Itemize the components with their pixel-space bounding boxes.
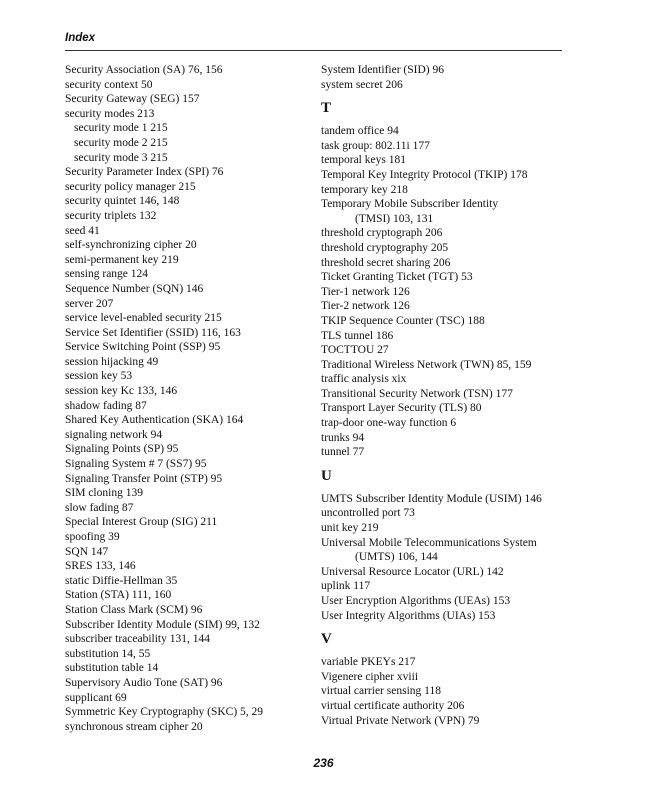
index-entry: session key Kc 133, 146 (65, 385, 178, 398)
index-entry: virtual carrier sensing 118 (321, 685, 441, 698)
index-entry-continuation: (TMSI) 103, 131 (355, 212, 434, 225)
index-entry: synchronous stream cipher 20 (65, 720, 203, 733)
index-entry: Ticket Granting Ticket (TGT) 53 (321, 271, 473, 284)
index-entry: sensing range 124 (65, 268, 149, 281)
index-entry: Supervisory Audio Tone (SAT) 96 (65, 676, 223, 689)
index-entry: system secret 206 (321, 78, 403, 91)
index-entry: uncontrolled port 73 (321, 507, 415, 520)
index-entry: substitution 14, 55 (65, 647, 151, 660)
index-entry: Transitional Security Network (TSN) 177 (321, 387, 513, 400)
index-entry: security policy manager 215 (65, 180, 196, 193)
index-entry: supplicant 69 (65, 691, 127, 704)
index-entry: threshold cryptography 205 (321, 241, 449, 254)
index-entry: tunnel 77 (321, 446, 365, 459)
header-rule (65, 50, 562, 51)
index-entry: Signaling Points (SP) 95 (65, 443, 179, 456)
index-entry: session key 53 (65, 370, 133, 383)
index-entry: task group: 802.11i 177 (321, 139, 430, 152)
index-entry: session hijacking 49 (65, 355, 159, 368)
index-entry-continuation: (UMTS) 106, 144 (355, 551, 438, 564)
index-entry: Sequence Number (SQN) 146 (65, 282, 204, 295)
index-entry: Tier-1 network 126 (321, 285, 410, 298)
index-entry: threshold cryptograph 206 (321, 227, 443, 240)
index-subentry: security mode 3 215 (74, 151, 168, 164)
index-entry: subscriber traceability 131, 144 (65, 633, 210, 646)
index-entry: unit key 219 (321, 522, 379, 535)
index-entry: shadow fading 87 (65, 399, 147, 412)
index-entry: Service Set Identifier (SSID) 116, 163 (65, 326, 241, 339)
running-head: Index (65, 32, 96, 44)
index-entry: System Identifier (SID) 96 (321, 64, 444, 76)
index-entry: Traditional Wireless Network (TWN) 85, 159 (321, 358, 532, 371)
index-entry: security modes 213 (65, 107, 155, 120)
index-entry: temporary key 218 (321, 183, 408, 196)
index-entry: User Encryption Algorithms (UEAs) 153 (321, 595, 511, 607)
index-entry: Security Parameter Index (SPI) 76 (65, 166, 224, 179)
index-entry: server 207 (65, 297, 114, 310)
index-entry: tandem office 94 (321, 125, 399, 138)
index-entry: Signaling System # 7 (SS7) 95 (65, 458, 207, 471)
index-entry: spoofing 39 (65, 531, 120, 543)
index-column-right (321, 63, 591, 728)
index-entry: Temporary Mobile Subscriber Identity (321, 198, 499, 211)
index-entry: virtual certificate authority 206 (321, 699, 465, 712)
index-entry: Tier-2 network 126 (321, 300, 410, 313)
page-number: 236 (313, 756, 334, 770)
index-entry: uplink 117 (321, 580, 371, 593)
index-subentry: security mode 1 215 (74, 122, 168, 135)
index-entry: trunks 94 (321, 431, 365, 444)
index-entry: self-synchronizing cipher 20 (65, 239, 197, 252)
index-entry: Universal Mobile Telecommunications System (321, 536, 537, 549)
index-entry: UMTS Subscriber Identity Module (USIM) 146 (321, 492, 542, 505)
index-entry: traffic analysis xix (321, 373, 407, 386)
index-entry: substitution table 14 (65, 662, 159, 675)
index-entry: Signaling Transfer Point (STP) 95 (65, 472, 223, 485)
index-entry: Security Association (SA) 76, 156 (65, 64, 223, 76)
index-entry: TOCTTOU 27 (321, 344, 389, 357)
index-entry: security context 50 (65, 78, 153, 91)
index-entry: SQN 147 (65, 545, 109, 558)
index-entry: SIM cloning 139 (65, 487, 143, 500)
index-entry: service level-enabled security 215 (65, 312, 222, 325)
index-entry: Service Switching Point (SSP) 95 (65, 341, 221, 354)
index-entry: Security Gateway (SEG) 157 (65, 93, 200, 106)
index-entry: Subscriber Identity Module (SIM) 99, 132 (65, 618, 260, 631)
index-entry: Transport Layer Security (TLS) 80 (321, 402, 482, 415)
index-entry: slow fading 87 (65, 501, 134, 514)
index-entry: Universal Resource Locator (URL) 142 (321, 565, 504, 578)
index-entry: SRES 133, 146 (65, 560, 136, 573)
section-letter-v: V (321, 631, 332, 648)
index-entry: Shared Key Authentication (SKA) 164 (65, 414, 244, 427)
index-entry: TKIP Sequence Counter (TSC) 188 (321, 314, 485, 327)
section-letter-t: T (321, 100, 332, 117)
index-entry: TLS tunnel 186 (321, 329, 394, 342)
index-entry: Special Interest Group (SIG) 211 (65, 516, 218, 529)
index-entry: static Diffie-Hellman 35 (65, 574, 178, 587)
index-column-left (65, 63, 305, 734)
index-entry: temporal keys 181 (321, 154, 406, 167)
index-entry: Symmetric Key Cryptography (SKC) 5, 29 (65, 706, 264, 719)
index-entry: security quintet 146, 148 (65, 195, 180, 208)
index-entry: Virtual Private Network (VPN) 79 (321, 714, 480, 727)
index-subentry: security mode 2 215 (74, 136, 168, 149)
index-entry: Temporal Key Integrity Protocol (TKIP) 178 (321, 168, 528, 181)
index-entry: signaling network 94 (65, 428, 163, 441)
section-letter-u: U (321, 467, 332, 484)
index-entry: seed 41 (65, 224, 100, 237)
index-entry: Station Class Mark (SCM) 96 (65, 603, 203, 616)
index-entry: semi-permanent key 219 (65, 253, 179, 266)
index-entry: threshold secret sharing 206 (321, 256, 451, 269)
index-entry: variable PKEYs 217 (321, 656, 416, 669)
index-entry: Station (STA) 111, 160 (65, 589, 172, 602)
index-entry: User Integrity Algorithms (UIAs) 153 (321, 609, 496, 622)
index-entry: trap-door one-way function 6 (321, 417, 457, 430)
index-entry: Vigenere cipher xviii (321, 670, 419, 683)
index-entry: security triplets 132 (65, 209, 157, 222)
